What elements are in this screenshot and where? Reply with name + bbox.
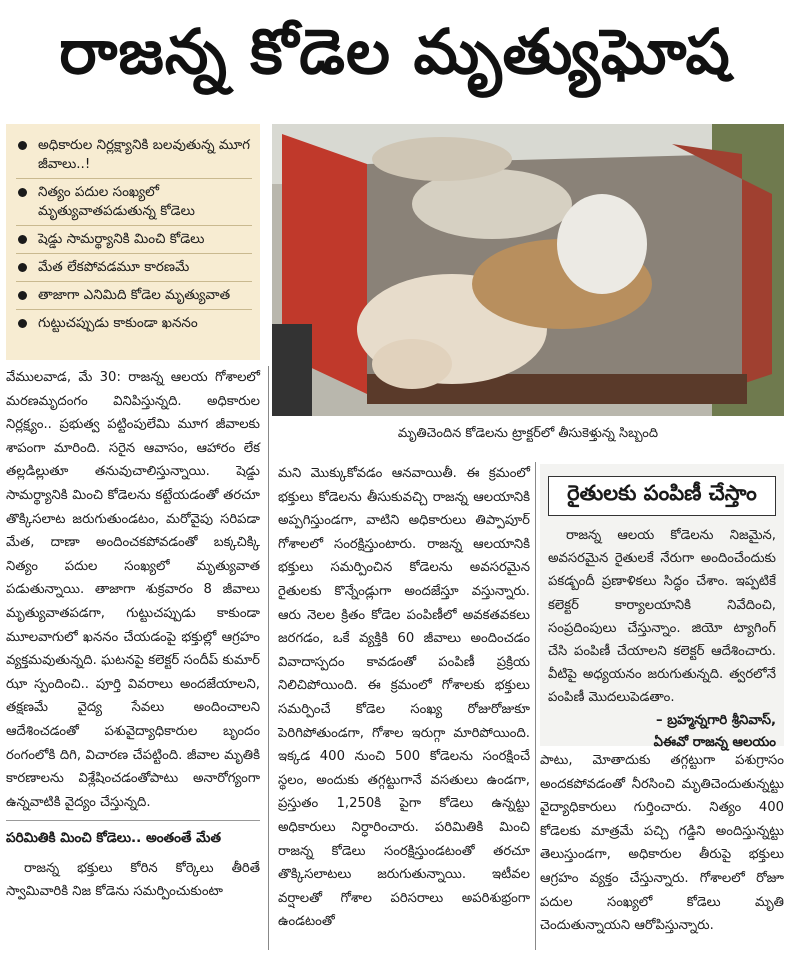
highlight-item: మేత లేకపోవడమూ కారణమే: [16, 254, 252, 282]
column-divider: [268, 366, 269, 950]
article-paragraph: వేములవాడ, మే 30: రాజన్న ఆలయ గోశాలలో మరణమృదంగం వినిపిస్తున్నది. అధికారుల నిర్లక్ష్యం.. ప్రభుత్వ పట్టింపులేమి మూగ జీవాలకు శాపంగా మారింది. సరైన ఆవాసం, ఆహారం లేక తల్లడిల్లుతూ తనువుచాలిస్తున్నాయి. షెడ్డు సామర్థ్యానికి మించి కోడెలను కట్టేయడంతో తరచూ తొక్కిసలాట జరుగుతుండటం, మరోవైపు సరిపడా మేత, దాణా అందించకపోవడంతో బక్కచిక్కి నిత్యం పదుల సంఖ్యలో మృత్యువాత పడుతున్నాయి. తాజాగా శుక్రవారం 8 జీవాలు మృత్యువాతపడగా, గుట్టుచప్పుడు కాకుండా మూలవాగులో ఖననం చేయడంపై భక్తుల్లో ఆగ్రహం వ్యక్తమవుతున్నది. ఘటనపై కలెక్టర్ సందీప్ కుమార్ ఝా స్పందించి.. పూర్తి వివరాలు అందజేయాలని, తక్షణమే వైద్య సేవలు అందించాలని ఆదేశించడంతో పశువైద్యాధికారుల బృందం రంగంలోకి దిగి, విచారణ చేపట్టింది. జీవాల మృతికి కారణాలను విశ్లేషించడంతోపాటు అనారోగ్యంగా ఉన్నవాటికి వైద్యం చేస్తున్నది.: [6, 370, 260, 810]
bullet-icon: [18, 235, 27, 244]
column-divider: [535, 462, 536, 950]
photo-caption: మృతిచెందిన కోడెలను ట్రాక్టర్‌లో తీసుకెళ్తున్న సిబ్బంది: [397, 426, 659, 441]
quote-sidebox: [540, 464, 784, 750]
article-column-2: [278, 462, 530, 934]
article-paragraph: మని మొక్కుకోవడం ఆనవాయితీ. ఈ క్రమంలో భక్తులు కోడెలను తీసుకువచ్చి రాజన్న ఆలయానికి అప్పగిస్తుండగా, వాటిని అధికారులు తిప్పాపూర్ గోశాలలో సంరక్షిస్తుంటారు. రాజన్న ఆలయానికి భక్తులు సమర్పించిన కోడెలను అవసరమైన రైతులకు కొన్నేండ్లుగా అందజేస్తూ వస్తున్నారు. ఆరు నెలల క్రితం కోడెల పంపిణీలో అవకతవకలు జరగడం, ఒకే వ్యక్తికి 60 జీవాలు అందించడం వివాదాస్పదం కావడంతో పంపిణీ ప్రక్రియ నిలిచిపోయింది. ఈ క్రమంలో గోశాలకు భక్తులు సమర్పించే కోడెల సంఖ్య రోజురోజుకూ పెరిగిపోతుండగా, గోశాల ఇరుగ్గా మారిపోయింది. ఇక్కడ 400 నుంచి 500 కోడెలను సంరక్షించే స్థలం, అందుకు తగ్గట్టుగానే వసతులు ఉండగా, ప్రస్తుతం 1,250కి పైగా కోడెలు ఉన్నట్టు అధికారులు నిర్ధారించారు. పరిమితికి మించి రాజన్న కోడెలు సంరక్షిస్తుండటంతో తరచూ తొక్కిసలాటలు జరుగుతున్నాయి. ఇటీవల వర్షాలతో గోశాల పరిసరాలు అపరిశుభ్రంగా ఉండటంతో: [278, 466, 530, 930]
highlights-box: [6, 124, 260, 360]
highlight-item: షెడ్డు సామర్థ్యానికి మించి కోడెలు: [16, 226, 252, 254]
article-paragraph: పాటు, మోతాదుకు తగ్గట్టుగా పశుగ్రాసం అందకపోవడంతో నీరసించి మృతిచెందుతున్నట్టు వైద్యాధికారులు గుర్తించారు. నిత్యం 400 కోడెలకు మాత్రమే పచ్చి గడ్డిని అందిస్తున్నట్టు తెలుస్తుండగా, అధికారుల తీరుపై భక్తులు ఆగ్రహం వ్యక్తం చేస్తున్నారు. గోశాలలో రోజూ పదుల సంఖ్యలో కోడెలు మృతి చెందుతున్నాయని ఆరోపిస్తున్నారు.: [540, 753, 784, 934]
bullet-icon: [18, 319, 27, 328]
sidebox-title: రైతులకు పంపిణీ చేస్తాం: [548, 476, 776, 516]
bullet-icon: [18, 291, 27, 300]
highlight-item: నిత్యం పదుల సంఖ్యలో మృత్యువాతపడుతున్న కోడెలు: [16, 179, 252, 226]
highlight-item: గుట్టుచప్పుడు కాకుండా ఖననం: [16, 310, 252, 337]
highlight-item: తాజాగా ఎనిమిది కోడెల మృత్యువాత: [16, 282, 252, 310]
sidebox-body: రాజన్న ఆలయ కోడెలను నిజమైన, అవసరమైన రైతులకే నేరుగా అందించేందుకు పకడ్బందీ ప్రణాళికలు సిద్ధం చేశాం. ఇప్పటికే కలెక్టర్ కార్యాలయానికి నివేదించి, సంప్రదింపులు చేస్తున్నాం. జియో ట్యాగింగ్ చేసి పంపిణీ చేయాలని కలెక్టర్ ఆదేశించారు. వీటిపై అధ్యయనం జరుగుతున్నది. త్వరలోనే పంపిణీ మొదలుపెడతాం.: [548, 528, 776, 706]
article-column-3: [540, 749, 784, 938]
bullet-icon: [18, 263, 27, 272]
highlights-list: [16, 132, 252, 337]
article-column-1: [6, 366, 260, 904]
highlight-item: అధికారుల నిర్లక్ష్యానికి బలవుతున్న మూగ జీవాలు..!: [16, 132, 252, 179]
news-photo: [272, 124, 784, 416]
article-subhead: పరిమితికి మించి కోడెలు.. అంతంతే మేత: [6, 820, 260, 851]
article-paragraph: రాజన్న భక్తులు కోరిన కోర్కెలు తీరితే స్వామివారికి నిజ కోడెను సమర్పించుకుంటా: [6, 860, 260, 900]
bullet-icon: [18, 188, 27, 197]
bullet-icon: [18, 141, 27, 150]
sidebox-signature-role: ఏఈవో రాజన్న ఆలయం: [653, 734, 776, 750]
headline: రాజన్న కోడెల మృత్యుఘోష: [59, 15, 731, 88]
sidebox-signature-name: – బ్రహ్మన్నగారి శ్రీనివాస్,: [656, 712, 776, 728]
